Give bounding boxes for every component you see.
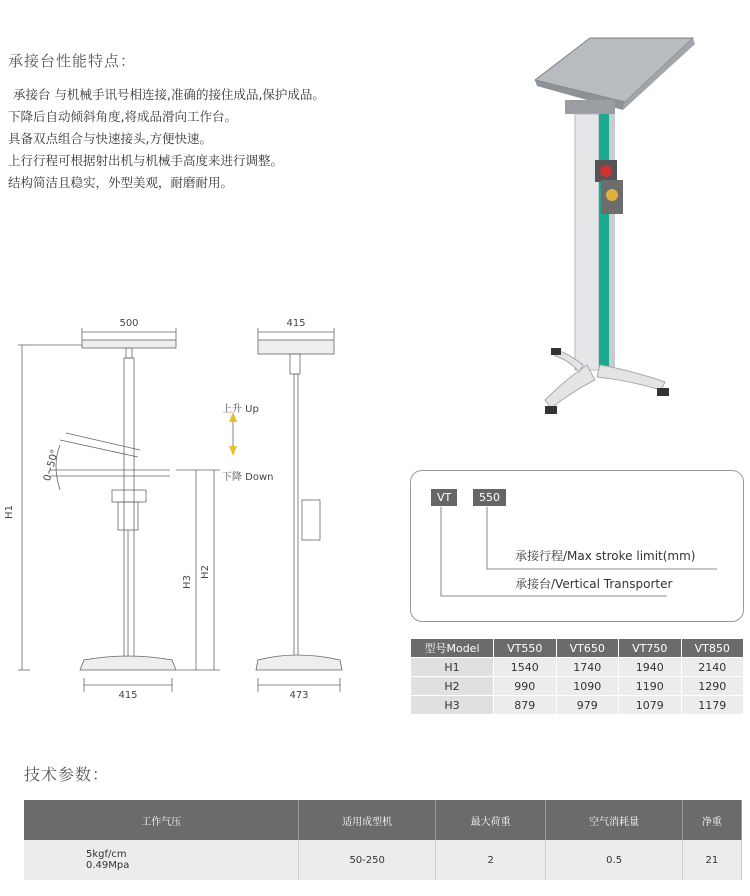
model-code-box: [410, 470, 744, 622]
spec-pressure-cell: [24, 840, 299, 880]
table-cell: 1079: [619, 696, 682, 715]
header-cell: VT650: [556, 639, 619, 658]
header-cell: VT850: [681, 639, 744, 658]
feature-line: 上行行程可根据射出机与机械手高度来进行调整。: [8, 153, 284, 168]
features-list: [8, 84, 325, 194]
table-row: [411, 696, 744, 715]
label-h2: H2: [200, 565, 211, 579]
spec-value-cell: 21: [682, 840, 741, 880]
spec-header-row: [24, 800, 742, 840]
dim-base-width-side: 473: [289, 690, 309, 701]
stroke-label: 承接行程/Max stroke limit(mm): [515, 549, 696, 563]
spec-header-cell: 空气消耗量: [546, 800, 682, 840]
spec-pressure-line2: 0.49Mpa: [86, 860, 130, 871]
dim-top-width: 500: [119, 318, 139, 329]
table-cell: 1290: [681, 677, 744, 696]
table-row: [411, 677, 744, 696]
table-cell: 1179: [681, 696, 744, 715]
table-cell: 990: [494, 677, 557, 696]
row-label: H3: [411, 696, 494, 715]
label-h3: H3: [182, 575, 193, 589]
spec-header-cell: 适用成型机: [299, 800, 435, 840]
spec-table: [24, 800, 742, 880]
spec-value-cell: 2: [435, 840, 546, 880]
down-label: 下降 Down: [222, 472, 274, 483]
row-label: H1: [411, 658, 494, 677]
up-label: 上升 Up: [222, 404, 259, 415]
label-h1: H1: [4, 505, 15, 519]
dim-top-width-side: 415: [286, 318, 306, 329]
spec-title: 技术参数：: [24, 765, 110, 784]
table-cell: 1190: [619, 677, 682, 696]
header-cell: VT750: [619, 639, 682, 658]
table-cell: 1940: [619, 658, 682, 677]
technical-drawing: [0, 300, 400, 720]
table-row: [411, 658, 744, 677]
header-cell: 型号Model: [411, 639, 494, 658]
model-code-lines: [411, 471, 741, 619]
model-table: [410, 638, 744, 715]
table-cell: 879: [494, 696, 557, 715]
table-cell: 1740: [556, 658, 619, 677]
table-cell: 979: [556, 696, 619, 715]
spec-value-cell: 0.5: [546, 840, 682, 880]
spec-header-cell: 最大荷重: [435, 800, 546, 840]
table-cell: 2140: [681, 658, 744, 677]
row-label: H2: [411, 677, 494, 696]
feature-line: 下降后自动倾斜角度,将成品滑向工作台。: [8, 109, 237, 124]
model-number: 550: [473, 489, 506, 506]
features-title: 承接台性能特点：: [8, 52, 137, 70]
type-label: 承接台/Vertical Transporter: [515, 577, 673, 591]
spec-header-cell: 工作气压: [24, 800, 299, 840]
dim-base-width: 415: [118, 690, 138, 701]
feature-line: 结构简洁且稳实，外型美观，耐磨耐用。: [8, 175, 234, 190]
spec-value-row: [24, 840, 742, 880]
spec-header-cell: 净重: [682, 800, 741, 840]
feature-line: 承接台 与机械手讯号相连接,准确的接住成品,保护成品。: [13, 87, 325, 102]
table-cell: 1090: [556, 677, 619, 696]
table-cell: 1540: [494, 658, 557, 677]
header-cell: VT550: [494, 639, 557, 658]
model-prefix: VT: [431, 489, 457, 506]
model-table-header: [411, 639, 744, 658]
spec-pressure-line1: 5kgf/cm: [86, 849, 127, 860]
feature-line: 具备双点组合与快速接头,方便快速。: [8, 131, 212, 146]
product-photo: [505, 30, 705, 430]
spec-table-wrap: [24, 800, 742, 880]
angle-label: 0~50°: [42, 448, 62, 483]
spec-value-cell: 50-250: [299, 840, 435, 880]
